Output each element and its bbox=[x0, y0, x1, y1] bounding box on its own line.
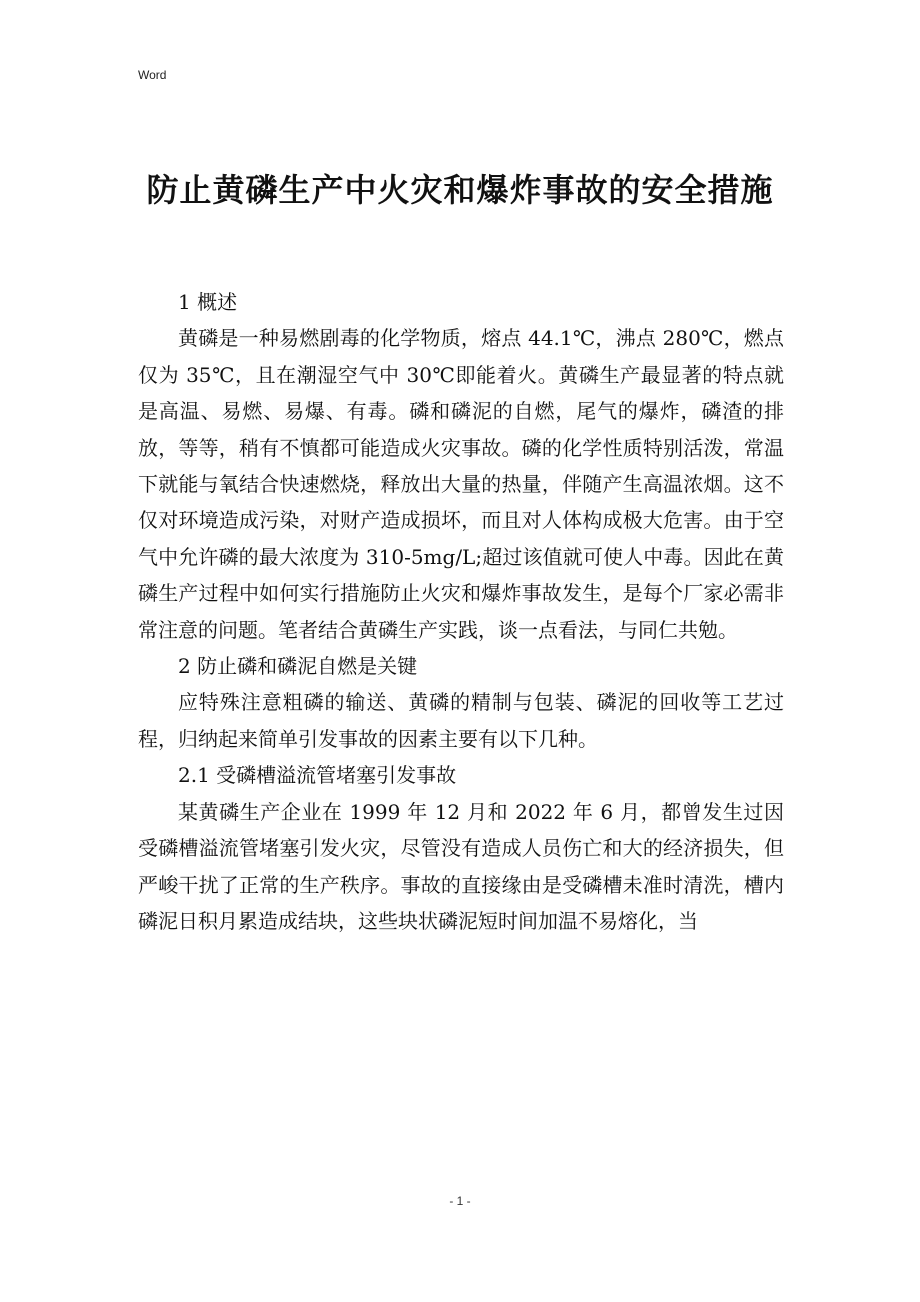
paragraph-overview: 黄磷是一种易燃剧毒的化学物质，熔点 44.1℃，沸点 280℃，燃点仅为 35℃，且在潮湿空气中 30℃即能着火。黄磷生产最显著的特点就是高温、易燃、易爆、有毒。磷和磷泥的自燃，尾气的爆炸，磷渣的排放，等等，稍有不慎都可能造成火灾事故。磷的化学性质特别活泼，常温下就能与氧结合快速燃烧，释放出大量的热量，伴随产生高温浓烟。这不仅对环境造成污染，对财产造成损坏，而且对人体构成极大危害。由于空气中允许磷的最大浓度为 310-5mg/L;超过该值就可使人中毒。因此在黄磷生产过程中如何实行措施防止火灾和爆炸事故发生，是每个厂家必需非常注意的问题。笔者结合黄磷生产实践，谈一点看法，与同仁共勉。 bbox=[138, 326, 784, 642]
section-heading-prevent-ignition: 2 防止磷和磷泥自燃是关键 bbox=[178, 654, 418, 679]
document-body bbox=[138, 284, 784, 939]
page-number: - 1 - bbox=[449, 1194, 471, 1208]
paragraph-prevent-ignition: 应特殊注意粗磷的输送、黄磷的精制与包装、磷泥的回收等工艺过程，归纳起来简单引发事故的因素主要有以下几种。 bbox=[138, 690, 784, 751]
paragraph-overflow-pipe: 某黄磷生产企业在 1999 年 12 月和 2022 年 6 月，都曾发生过因受磷槽溢流管堵塞引发火灾，尽管没有造成人员伤亡和大的经济损失，但严峻干扰了正常的生产秩序。事故的直接缘由是受磷槽未准时清洗，槽内磷泥日积月累造成结块，这些块状磷泥短时间加温不易熔化，当 bbox=[138, 799, 784, 933]
section-heading-overview: 1 概述 bbox=[178, 290, 238, 314]
section-heading-overflow-pipe: 2.1 受磷槽溢流管堵塞引发事故 bbox=[178, 763, 457, 788]
document-header-label: Word bbox=[138, 68, 167, 82]
document-title: 防止黄磷生产中火灾和爆炸事故的安全措施 bbox=[146, 171, 774, 210]
